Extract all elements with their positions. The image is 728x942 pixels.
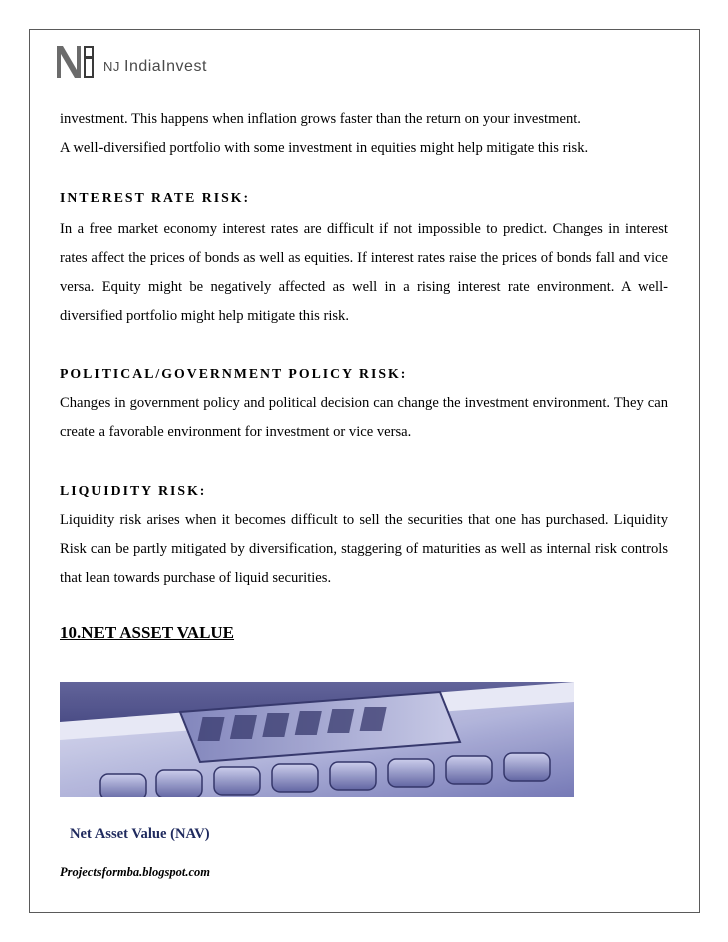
nj-indiainvest-logo	[57, 44, 207, 78]
logo-text-prefix: NJ	[103, 59, 124, 74]
liquidity-risk-heading: LIQUIDITY RISK:	[60, 483, 207, 498]
nj-logo-mark-icon	[57, 44, 97, 78]
interest-rate-risk-heading: INTEREST RATE RISK:	[60, 190, 251, 205]
political-risk-heading: POLITICAL/GOVERNMENT POLICY RISK:	[60, 366, 408, 381]
net-asset-value-caption: Net Asset Value (NAV)	[70, 826, 210, 842]
logo-text-main: IndiaInvest	[124, 58, 207, 75]
intro-line-1: investment. This happens when inflation grows faster than the return on your investment.	[60, 111, 581, 127]
interest-rate-risk-body: In a free market economy interest rates are difficult if not impossible to predict. Changes in interest rates affect the prices of bonds as well as equities. If interest rates raise the prices of bonds fall and vice versa. Equity might be negatively affected as well in a rising interest rate environment. A well-diversified portfolio might help mitigate this risk.	[60, 221, 668, 324]
calculator-image	[60, 682, 574, 797]
intro-line-2: A well-diversified portfolio with some investment in equities might help mitigate this risk.	[60, 140, 589, 156]
political-risk-body: Changes in government policy and political decision can change the investment environment. They can create a favorable environment for investment or vice versa.	[60, 395, 668, 440]
liquidity-risk-body: Liquidity risk arises when it becomes difficult to sell the securities that one has purchased. Liquidity Risk can be partly mitigated by diversification, staggering of maturities as well as internal risk controls that lean towards purchase of liquid securities.	[60, 512, 668, 586]
footer-source: Projectsformba.blogspot.com	[60, 865, 210, 879]
logo-text	[103, 58, 207, 76]
net-asset-value-title: 10.NET ASSET VALUE	[60, 623, 235, 642]
